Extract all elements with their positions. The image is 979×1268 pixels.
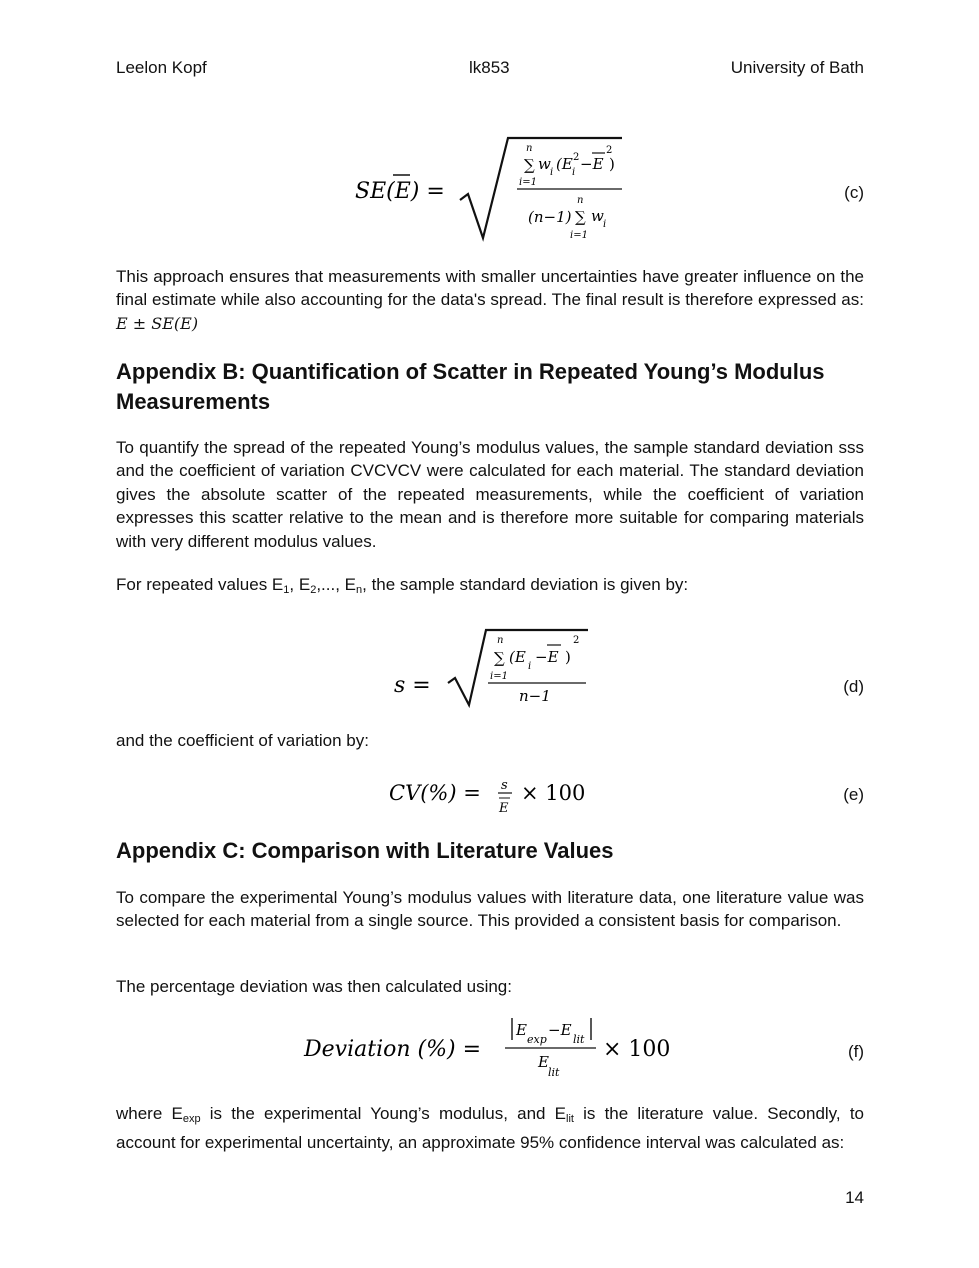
eq-d-radical (448, 630, 588, 705)
eq-c-sum-top: n (526, 143, 533, 154)
page-header (116, 58, 864, 78)
p2-text-c: ,..., E (316, 575, 356, 594)
eq-c-lhs: SE(E) = (355, 179, 445, 204)
paragraph-approach-text: This approach ensures that measurements with smaller uncertainties have greater influence on the final estimate while also accounting for the data's spread. The final result is therefore expressed as: (116, 267, 864, 310)
eq-d-lhs: s = (394, 673, 431, 698)
appendix-b-paragraph-1: To quantify the spread of the repeated Young’s modulus values, the sample standard deviation sss and the coefficient of variation CVCVCV were calculated for each material. The standard deviation gives the absolute scatter of the repeated measurements, while the coefficient of variation expresses this scatter relative to the mean and is therefore more suitable for comparing materials with very different modulus values. (116, 438, 864, 551)
eq-e-den: E (499, 801, 509, 816)
eq-c-den-sum-top: n (577, 195, 584, 206)
eq-f-num-b-sub: lit (573, 1033, 585, 1046)
eq-c-den-sum-bottom: i=1 (570, 230, 588, 241)
eq-e-times: × 100 (521, 781, 586, 805)
eq-c-sum-bottom: i=1 (519, 177, 537, 188)
eq-c-den-sigma: ∑ (575, 208, 586, 226)
header-institution: University of Bath (730, 58, 864, 77)
eq-d-sub-i: i (528, 661, 532, 672)
eq-d-minus-e: −E (535, 648, 559, 666)
p3-text-a: where E (116, 1104, 183, 1123)
appendix-b-paragraph-2 (116, 573, 864, 602)
appendix-c-paragraph-2: The percentage deviation was then calculated using: (116, 977, 512, 996)
eq-c-close: ) (609, 155, 615, 173)
p3-sub-lit: lit (566, 1113, 574, 1125)
page-number: 14 (845, 1188, 864, 1207)
eq-f-den-sub: lit (548, 1066, 560, 1079)
equation-d (390, 625, 600, 710)
p3-text-b: is the experimental Young’s modulus, and E (200, 1104, 566, 1123)
eq-c-sigma: ∑ (524, 156, 535, 174)
eq-c-sup: 2 (573, 152, 580, 163)
eq-c-label: (c) (844, 183, 864, 202)
appendix-c-paragraph-1: To compare the experimental Young’s modulus values with literature data, one literature value was selected for each material from a single source. This provided a consistent basis for comparison. (116, 888, 864, 931)
eq-c-den-w: w (591, 207, 604, 225)
eq-c-paren-e: (E (556, 155, 573, 173)
eq-d-sup: 2 (573, 635, 580, 646)
eq-c-minus-e: −E (580, 155, 604, 173)
p2-sub-2: 2 (310, 584, 317, 596)
equation-c (350, 130, 640, 245)
p2-sub-1: 1 (283, 584, 290, 596)
eq-f-times: × 100 (603, 1037, 671, 1062)
p2-text-a: For repeated values E (116, 575, 284, 594)
eq-f-num-b: −E (548, 1021, 572, 1039)
eq-d-num: (E (509, 648, 526, 666)
appendix-c-heading: Appendix C: Comparison with Literature Values (116, 838, 614, 863)
eq-d-sigma: ∑ (494, 649, 505, 667)
equation-e (385, 770, 605, 820)
equation-f (300, 1010, 690, 1085)
eq-d-den: n−1 (519, 687, 551, 705)
eq-f-num-a-sub: exp (527, 1033, 547, 1046)
eq-f-num-a: E (516, 1021, 527, 1039)
p2-sub-n: n (356, 584, 363, 596)
eq-d-sum-bottom: i=1 (490, 671, 508, 682)
appendix-b-heading: Appendix B: Quantification of Scatter in Repeated Young’s Modulus Measurements (116, 359, 825, 414)
eq-c-w-sub: i (550, 167, 554, 178)
eq-c-den-w-sub: i (603, 219, 607, 230)
eq-d-label: (d) (843, 677, 864, 696)
eq-f-label: (f) (847, 1042, 864, 1061)
final-result-formula: E ± SE(E) (116, 313, 199, 333)
eq-c-ei-sub: i (572, 167, 576, 178)
eq-c-w: w (538, 155, 551, 173)
appendix-b-paragraph-3: and the coefficient of variation by: (116, 731, 369, 750)
eq-e-num: s (501, 778, 508, 793)
p2-text-d: , the sample standard deviation is given by: (362, 575, 689, 594)
eq-f-lhs: Deviation (%) = (304, 1037, 482, 1062)
appendix-c-paragraph-3 (116, 1102, 864, 1155)
eq-e-label: (e) (843, 785, 864, 804)
eq-d-close: ) (565, 648, 571, 666)
eq-d-sum-top: n (497, 635, 504, 646)
header-author: Leelon Kopf (116, 58, 207, 77)
p3-sub-exp: exp (182, 1113, 201, 1125)
eq-c-sup2: 2 (606, 145, 613, 156)
eq-e-lhs: CV(%) = (389, 781, 481, 805)
eq-c-den-n1: (n−1) (528, 208, 572, 226)
header-id: lk853 (469, 58, 510, 77)
paragraph-approach (116, 265, 864, 335)
p3-text-c: is the literature value. Secondly, to account for experimental uncertainty, an approximate 95% confidence interval was calculated as: (116, 1104, 864, 1153)
p2-text-b: , E (289, 575, 311, 594)
eq-f-den: E (538, 1053, 549, 1071)
